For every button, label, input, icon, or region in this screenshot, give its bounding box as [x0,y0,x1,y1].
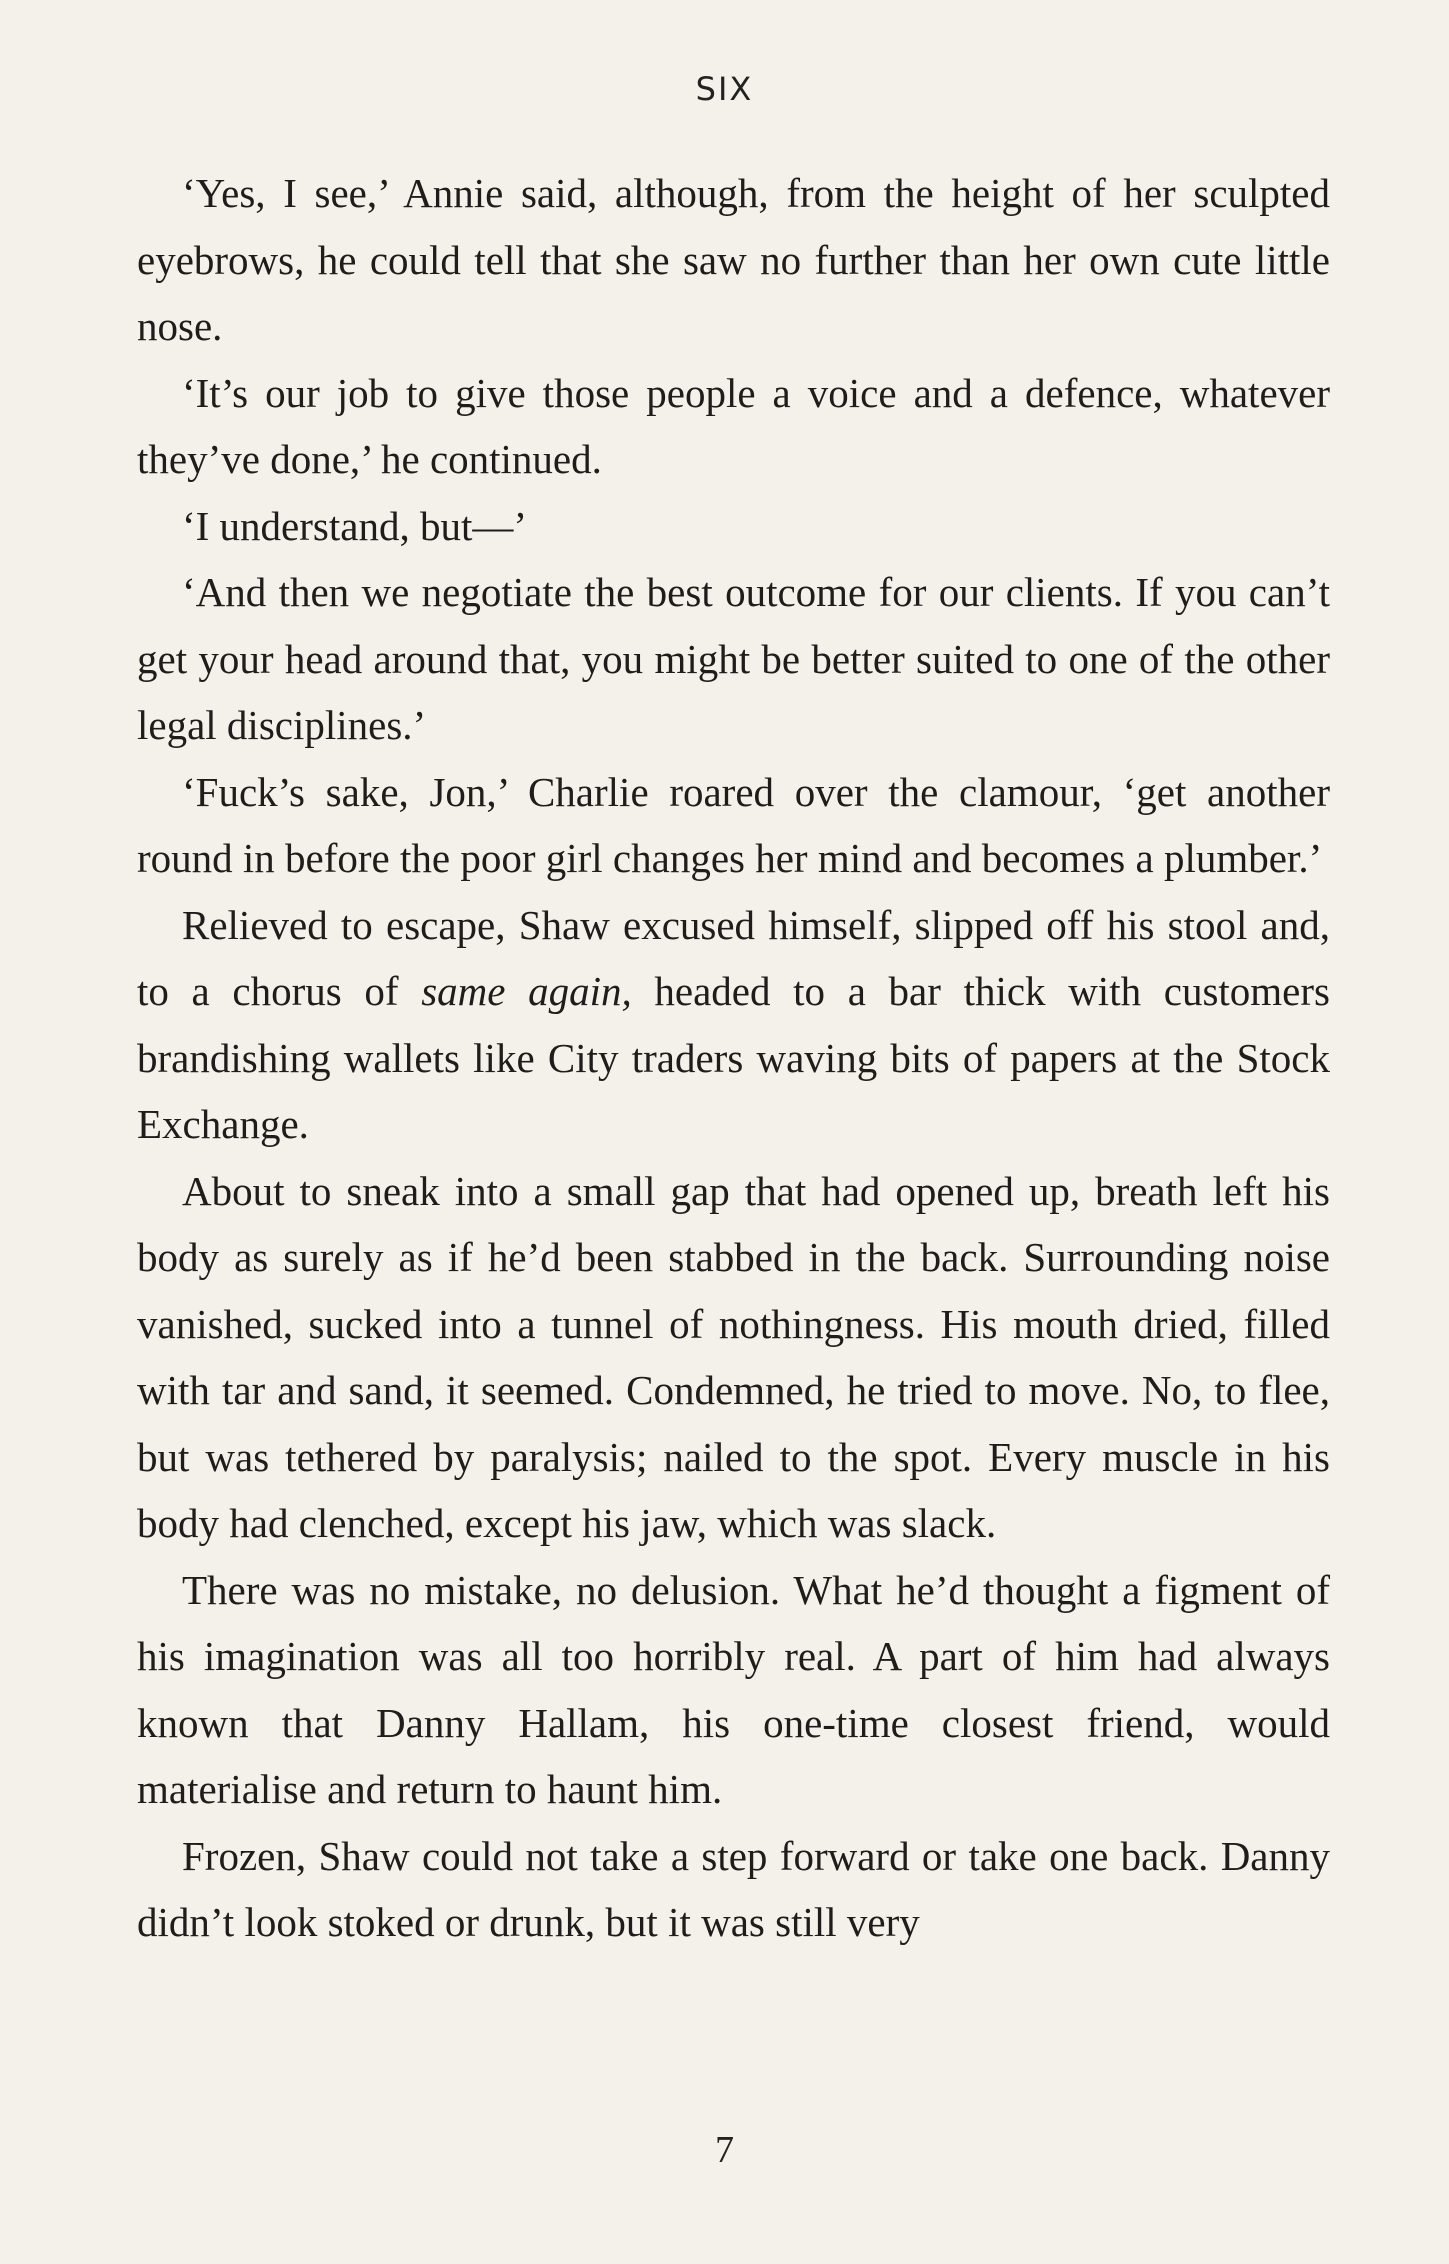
paragraph-text: Relieved to escape, Shaw excused himself, slipped off his stool and, to a chorus of [137,901,1330,1014]
paragraph: About to sneak into a small gap that had opened up, breath left his body as surely as if he’d been stabbed in the back. Surrounding noise vanished, sucked into a tunnel of nothingness. His mouth dried, filled with tar and sand, it seemed. Condemned, he tried to move. No, to flee, but was tethered by paralysis; nailed to the spot. Every muscle in his body had clenched, except his jaw, which was slack. [137,1167,1330,1546]
running-head: SIX [695,70,754,108]
paragraph: ‘And then we negotiate the best outcome for our clients. If you can’t get your head around that, you might be better suited to one of the other legal disciplines.’ [137,569,1330,748]
paragraph: Frozen, Shaw could not take a step forward or take one back. Danny didn’t look stoked or drunk, but it was still very [137,1832,1330,1945]
body-text [137,160,1330,1956]
paragraph: There was no mistake, no delusion. What he’d thought a figment of his imagination was all too horribly real. A part of him had always known that Danny Hallam, his one-time closest friend, would materialise and return to haunt him. [137,1566,1330,1812]
page-number: 7 [715,2129,734,2171]
paragraph: ‘Fuck’s sake, Jon,’ Charlie roared over the clamour, ‘get another round in before the poor girl changes her mind and becomes a plumber.’ [137,768,1330,881]
paragraph: ‘It’s our job to give those people a voice and a defence, whatever they’ve done,’ he continued. [137,369,1330,482]
paragraph-text: headed to a bar thick with customers brandishing wallets like City traders waving bits of papers at the Stock Exchange. [137,968,1330,1147]
paragraph: ‘I understand, but—’ [182,502,527,549]
paragraph [137,892,1330,1158]
emphasis-text: same again, [421,968,632,1014]
paragraph: ‘Yes, I see,’ Annie said, although, from the height of her sculpted eyebrows, he could tell that she saw no further than her own cute little nose. [137,170,1330,349]
